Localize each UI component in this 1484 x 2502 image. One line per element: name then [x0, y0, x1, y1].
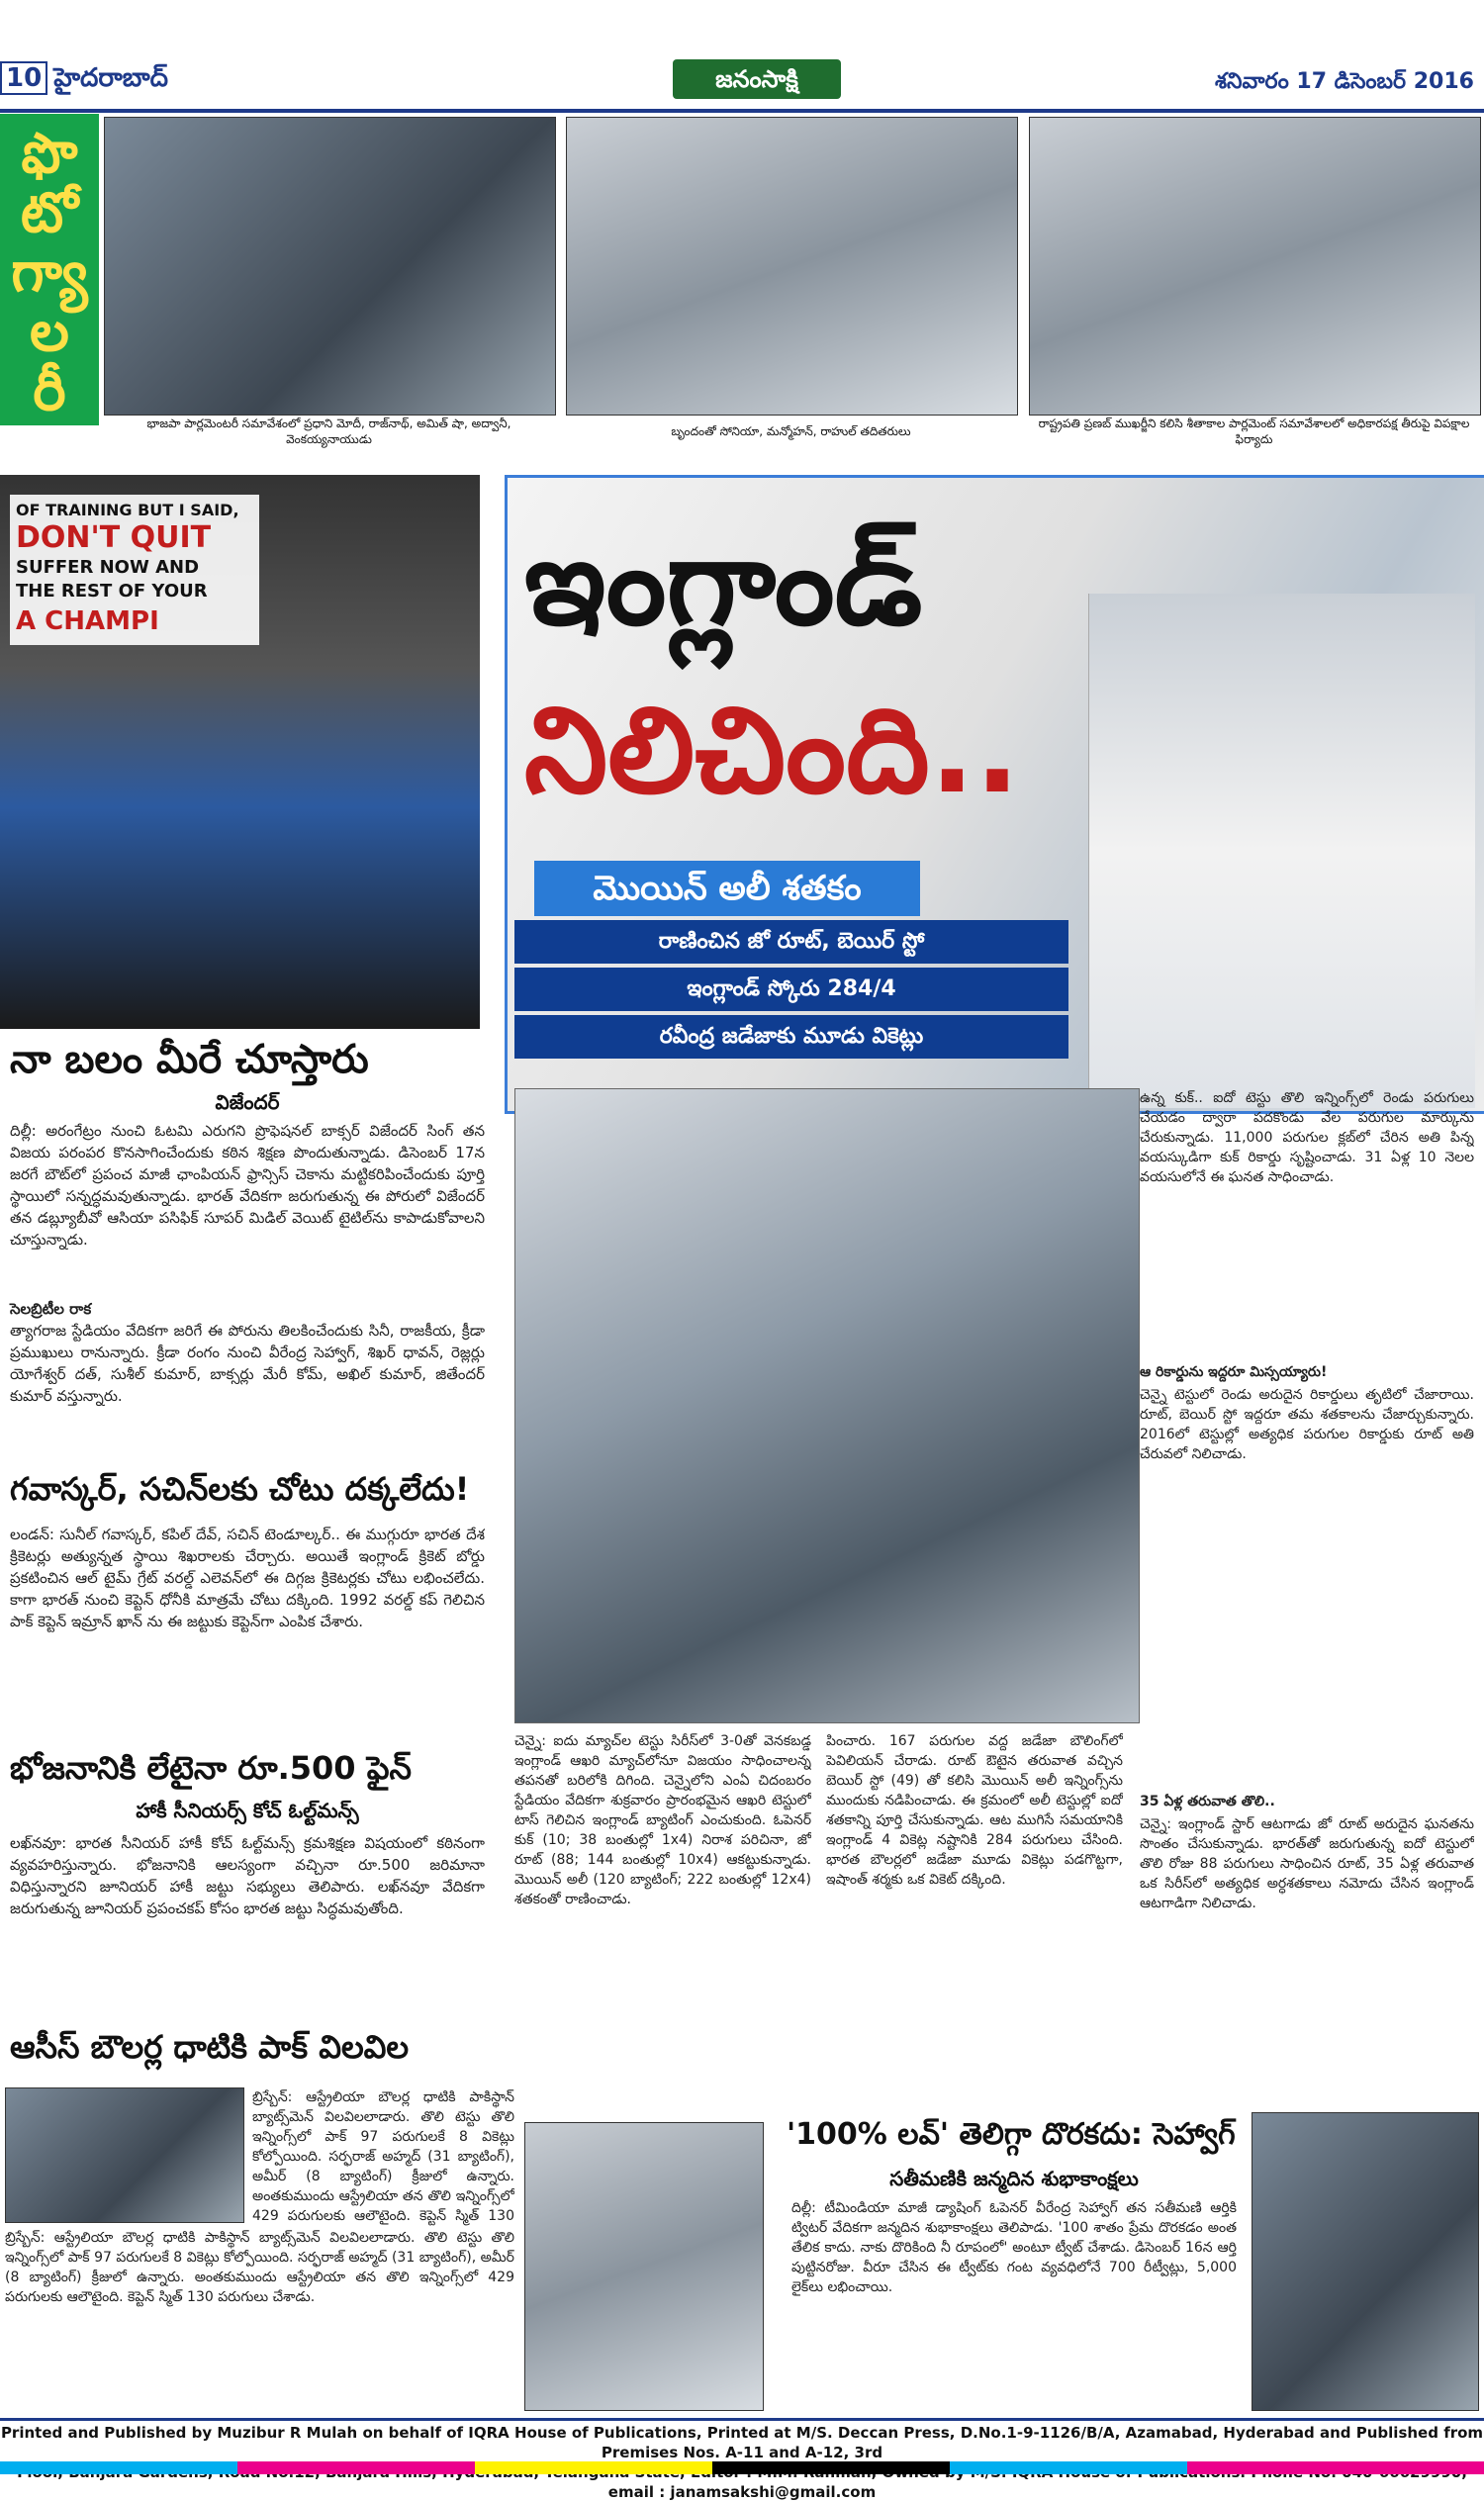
- england-body-col1: చెన్నై: ఐదు మ్యాచ్‌ల టెస్టు సిరీస్‌లో 3-0తో వెనకబడ్డ ఇంగ్లాండ్ ఆఖరి మ్యాచ్‌లోనూ విజయం సాధించాలన్న తపనతో బరిలోకి దిగింది. చెన్నైలోని ఎంఏ చిదంబరం స్టేడియం వేదికగా శుక్రవారం ప్రారంభమైన ఆఖరి టెస్టులో టాస్ గెలిచిన ఇంగ్లాండ్ బ్యాటింగ్ ఎంచుకుంది. ఓపెనర్ కుక్ (10; 38 బంతుల్లో 1x4) నిరాశ పరిచినా, జో రూట్ (88; 144 బంతుల్లో 10x4) ఆకట్టుకున్నాడు. మొయిన్ అలీ (120 బ్యాటింగ్; 222 బంతుల్లో 12x4) శతకంతో రాణించాడు.: [514, 1733, 811, 1907]
- gallery-photo-rashtrapati-bhavan: [1029, 117, 1481, 416]
- sehwag-body: దిల్లీ: టీమిండియా మాజీ డ్యాషింగ్ ఓపెనర్ వీరేంద్ర సెహ్వాగ్ తన సతీమణి ఆర్తికి ట్విటర్ వేదికగా జన్మదిన శుభాకాంక్షలు తెలిపాడు. '100 శాతం ప్రేమ దొరకడం అంత తేలిక కాదు. నాకు దొరికింది నీ రూపంలో' అంటూ ట్వీట్ చేశాడు. డిసెంబర్ 16న ఆర్తి పుట్టినరోజు. వీరూ చేసిన ఈ ట్వీట్‌కు గంట వ్యవధిలోనే 700 రీట్వీట్లు, 5,000 లైక్‌లు లభించాయి.: [791, 2200, 1237, 2295]
- imprint-line: email : janamsakshi@gmail.com: [607, 2483, 877, 2501]
- england-body-col3c: చెన్నై: ఇంగ్లాండ్ స్టార్ ఆటగాడు జో రూట్ అరుదైన ఘనతను సొంతం చేసుకున్నాడు. భారత్‌తో జరుగుతున్న ఐదో టెస్టులో తొలి రోజు 88 పరుగులు సాధించిన రూట్, 35 ఏళ్ల తరువాత ఒక సిరీస్‌లో అత్యధిక అర్ధశతకాలు నమోదు చేసిన ఇంగ్లాండ్ ఆటగాడిగా నిలిచాడు.: [1140, 1816, 1474, 1911]
- vijender-byline: విజేందర్: [215, 1090, 280, 1114]
- gallery-photo-bjp-meeting: [104, 117, 556, 416]
- poster-line: SUFFER NOW AND: [16, 557, 200, 578]
- sehwag-subhead: సతీమణికి జన్మదిన శుభాకాంక్షలు: [889, 2167, 1139, 2190]
- moeen-ali-photo: [1088, 594, 1475, 1108]
- england-body-col3b: చెన్నై టెస్టులో రెండు అరుదైన రికార్డులు తృటిలో చేజారాయి. రూట్, బెయిర్ స్టో ఇద్దరూ తమ శతకాలను చేజార్చుకున్నారు. 2016లో టెస్టుల్లో అత్యధిక పరుగుల రికార్డుకు రూట్ అతి చేరువలో నిలిచాడు.: [1140, 1387, 1474, 1462]
- pak-headline: ఆసీస్ బౌలర్ల ధాటికి పాక్ విలవిల: [10, 2028, 410, 2066]
- page-number: 10: [0, 61, 47, 95]
- joe-root-photo: [514, 1088, 1140, 1723]
- gallery-letter: ల: [30, 300, 69, 364]
- imprint-footer: [0, 2418, 1484, 2501]
- vijender-body-2: త్యాగరాజ స్టేడియం వేదికగా జరిగే ఈ పోరును తిలకించేందుకు సినీ, రాజకీయ, క్రీడా ప్రముఖులు రానున్నారు. క్రీడా రంగం నుంచి వీరేంద్ర సెహ్వాగ్, శిఖర్ ధావన్, రెజ్లర్లు యోగేశ్వర్ దత్, సుశీల్ కుమార్, బాక్సర్లు మేరీ కోమ్, అఖిల్ కుమార్, జితేందర్ కుమార్ వస్తున్నారు.: [10, 1322, 485, 1405]
- paper-masthead: జనంసాక్షి: [673, 59, 841, 99]
- print-color-bar: [0, 2461, 1484, 2474]
- gavaskar-body: లండన్: సునీల్ గవాస్కర్, కపిల్ దేవ్, సచిన్ టెండూల్కర్.. ఈ ముగ్గురూ భారత దేశ క్రికెటర్లు అత్యున్నత స్థాయి శిఖరాలకు చేర్చారు. అయితే ఇంగ్లాండ్ క్రికెట్ బోర్డు ప్రకటించిన ఆల్ టైమ్ గ్రేట్ వరల్డ్ ఎలెవన్‌లో ఈ దిగ్గజ క్రికెటర్లకు చోటు లభించలేదు. కాగా భారత్ నుంచి కెప్టెన్ ధోనీకి మాత్రమే చోటు దక్కింది. 1992 వరల్డ్ కప్ గెలిచిన పాక్ కెప్టెన్ ఇమ్రాన్ ఖాన్ ను ఈ జట్టుకు కెప్టెన్‌గా ఎంపిక చేశారు.: [10, 1526, 485, 1630]
- poster-line: OF TRAINING BUT I SAID,: [16, 501, 239, 519]
- gavaskar-headline: గవాస్కర్, సచిన్‌లకు చోటు దక్కలేదు!: [10, 1470, 470, 1508]
- badge-moeen-century: మొయిన్ అలీ శతకం: [534, 861, 920, 916]
- poster-line: A CHAMPI: [16, 606, 159, 636]
- gallery-letter: గ్యా: [11, 240, 88, 305]
- sehwag-headline: '100% లవ్' తెలిగ్గా దొరకదు: సెహ్వాగ్: [787, 2117, 1236, 2152]
- imprint-line: Printed and Published by Muzibur R Mulah on behalf of IQRA House of Publications, Printed at M/S. Deccan Press, D.No.1-9-1126/B/A, Azamabad, Hyderabad and Published from Premises Nos. A-11 and A-12, 3rd: [0, 2424, 1484, 2461]
- hockey-headline: భోజనానికి లేటైనా రూ.500 ఫైన్: [10, 1749, 412, 1787]
- record-missed-heading: ఆ రికార్డును ఇద్దరూ మిస్సయ్యారు!: [1140, 1364, 1328, 1380]
- city-label: హైదరాబాద్: [53, 63, 168, 93]
- england-title-line2: నిలిచింది..: [524, 683, 1020, 820]
- gallery-caption: రాష్ట్రపతి ప్రణబ్ ముఖర్జీని కలిసి శీతాకాల పార్లమెంట్ సమావేశాలలో అధికారపక్ష తీరుపై విపక్షాల ఫిర్యాదు: [1038, 417, 1470, 446]
- pak-body-continued: బ్రిస్బేన్: ఆస్ట్రేలియా బౌలర్ల ధాటికి పాకిస్థాన్ బ్యాట్స్‌మెన్ విలవిలలాడారు. తొలి టెస్టు తొలి ఇన్నింగ్స్‌లో పాక్ 97 పరుగులకే 8 వికెట్లు కోల్పోయింది. సర్ఫరాజ్ అహ్మద్ (31 బ్యాటింగ్), అమీర్ (8 బ్యాటింగ్) క్రీజులో ఉన్నారు. అంతకుముందు ఆస్ట్రేలియా తన తొలి ఇన్నింగ్స్‌లో 429 పరుగులకు ఆలౌటైంది. కెప్టెన్ స్మిత్ 130 పరుగులు చేశాడు.: [5, 2230, 514, 2305]
- poster-line: DON'T QUIT: [16, 520, 212, 555]
- england-title-line1: ఇంగ్లాండ్: [524, 514, 923, 652]
- gallery-caption: భాజపా పార్లమెంటరీ సమావేశంలో ప్రధాని మోదీ, రాజ్‌నాథ్, అమిత్ షా, అద్వానీ, వెంకయ్యనాయుడు: [146, 417, 511, 446]
- photo-gallery-label: [0, 114, 99, 425]
- badge-root-bairstow: రాణించిన జో రూట్, బెయిర్ స్టో: [514, 920, 1068, 964]
- gallery-letter: రీ: [33, 359, 66, 423]
- gallery-letter: టో: [20, 181, 79, 245]
- gallery-caption: బృందంతో సోనియా, మన్మోహన్, రాహుల్ తదితరులు: [671, 424, 911, 438]
- hockey-subhead: హాకీ సీనియర్స్ కోచ్ ఓల్ట్‌మన్స్: [136, 1799, 359, 1822]
- vijender-subheading: సెలబ్రిటీల రాక: [10, 1300, 92, 1318]
- badge-jadeja-wickets: రవీంద్ర జడేజాకు మూడు వికెట్లు: [514, 1015, 1068, 1059]
- gallery-photo-congress-leaders: [566, 117, 1018, 416]
- hockey-body: లఖ్‌నవూ: భారత సీనియర్ హాకీ కోచ్ ఓల్ట్‌మన్స్ క్రమశిక్షణ విషయంలో కఠినంగా వ్యవహరిస్తున్నారు. భోజనానికి ఆలస్యంగా వచ్చినా రూ.500 జరిమానా విధిస్తున్నారని జూనియర్ హాకీ జట్టు సభ్యులు తెలిపారు. లఖ్‌నవూ వేదికగా జరుగుతున్న జూనియర్ ప్రపంచకప్ కోసం భారత జట్టు సిద్ధమవుతోంది.: [10, 1834, 485, 1917]
- root-record-heading: 35 ఏళ్ల తరువాత తొలి..: [1140, 1794, 1275, 1809]
- poster-text: [10, 495, 259, 645]
- pak-photo: [5, 2087, 244, 2223]
- poster-line: THE REST OF YOUR: [16, 581, 208, 602]
- page-header-left: [0, 61, 168, 99]
- badge-england-score: ఇంగ్లాండ్ స్కోరు 284/4: [514, 968, 1068, 1011]
- england-body-col3: ఉన్న కుక్.. ఐదో టెస్టు తొలి ఇన్నింగ్స్‌లో రెండు పరుగులు చేయడం ద్వారా పదకొండు వేల పరుగుల మార్కును చేరుకున్నాడు. 11,000 పరుగుల క్లబ్‌లో చేరిన అతి పిన్న వయస్కుడిగా కుక్ రికార్డు సృష్టించాడు. 31 ఏళ్ల 10 నెలల వయసులోనే ఈ ఘనత సాధించాడు.: [1140, 1090, 1474, 1185]
- vijender-body: దిల్లీ: అరంగేట్రం నుంచి ఓటమి ఎరుగని ప్రొఫెషనల్ బాక్సర్ విజేందర్ సింగ్ తన విజయ పరంపర కొనసాగించేందుకు కఠిన శిక్షణ పొందుతున్నాడు. డిసెంబర్ 17న జరగే బౌట్‌లో ప్రపంచ మాజీ ఛాంపియన్ ఫ్రాన్సిస్ చెకాను మట్టికరిపించేందుకు పూర్తి స్థాయిలో సన్నద్ధమవుతున్నాడు. భారత్ వేదికగా జరుగుతున్న ఈ పోరులో విజేందర్ తన డబ్ల్యూబీవో ఆసియా పసిఫిక్ సూపర్ మిడిల్ వెయిట్ టైటిల్‌ను కాపాడుకోవాలని చూస్తున్నాడు.: [10, 1122, 485, 1249]
- vijender-headline: నా బలం మీరే చూస్తారు: [10, 1037, 369, 1082]
- sehwag-couple-photo: [524, 2122, 764, 2411]
- pak-body: బ్రిస్బేన్: ఆస్ట్రేలియా బౌలర్ల ధాటికి పాకిస్థాన్ బ్యాట్స్‌మెన్ విలవిలలాడారు. తొలి టెస్టు తొలి ఇన్నింగ్స్‌లో పాక్ 97 పరుగులకే 8 వికెట్లు కోల్పోయింది. సర్ఫరాజ్ అహ్మద్ (31 బ్యాటింగ్), అమీర్ (8 బ్యాటింగ్) క్రీజులో ఉన్నారు. అంతకుముందు ఆస్ట్రేలియా తన తొలి ఇన్నింగ్స్‌లో 429 పరుగులకు ఆలౌటైంది. కెప్టెన్ స్మిత్ 130: [252, 2089, 514, 2224]
- issue-date: శనివారం 17 డిసెంబర్ 2016: [1214, 69, 1474, 94]
- sehwag-selfie-photo: [1252, 2112, 1479, 2411]
- gallery-letter: ఫొ: [21, 122, 78, 186]
- england-body-col2: పించారు. 167 పరుగుల వద్ద జడేజా బౌలింగ్‌లో పెవిలియన్ చేరాడు. రూట్ ఔటైన తరువాత వచ్చిన బెయిర్ స్టో (49) తో కలిసి మొయిన్ అలీ ఇన్నింగ్స్‌ను ముందుకు నడిపించాడు. ఈ క్రమంలో అలీ టెస్టుల్లో ఐదో శతకాన్ని పూర్తి చేసుకున్నాడు. ఆట ముగిసే సమయానికి ఇంగ్లాండ్ 4 వికెట్ల నష్టానికి 284 పరుగులు చేసింది. భారత బౌలర్లలో జడేజా మూడు వికెట్లు పడగొట్టగా, ఇషాంత్ శర్మకు ఒక వికెట్ దక్కింది.: [826, 1733, 1123, 1888]
- header-rule: [0, 109, 1484, 113]
